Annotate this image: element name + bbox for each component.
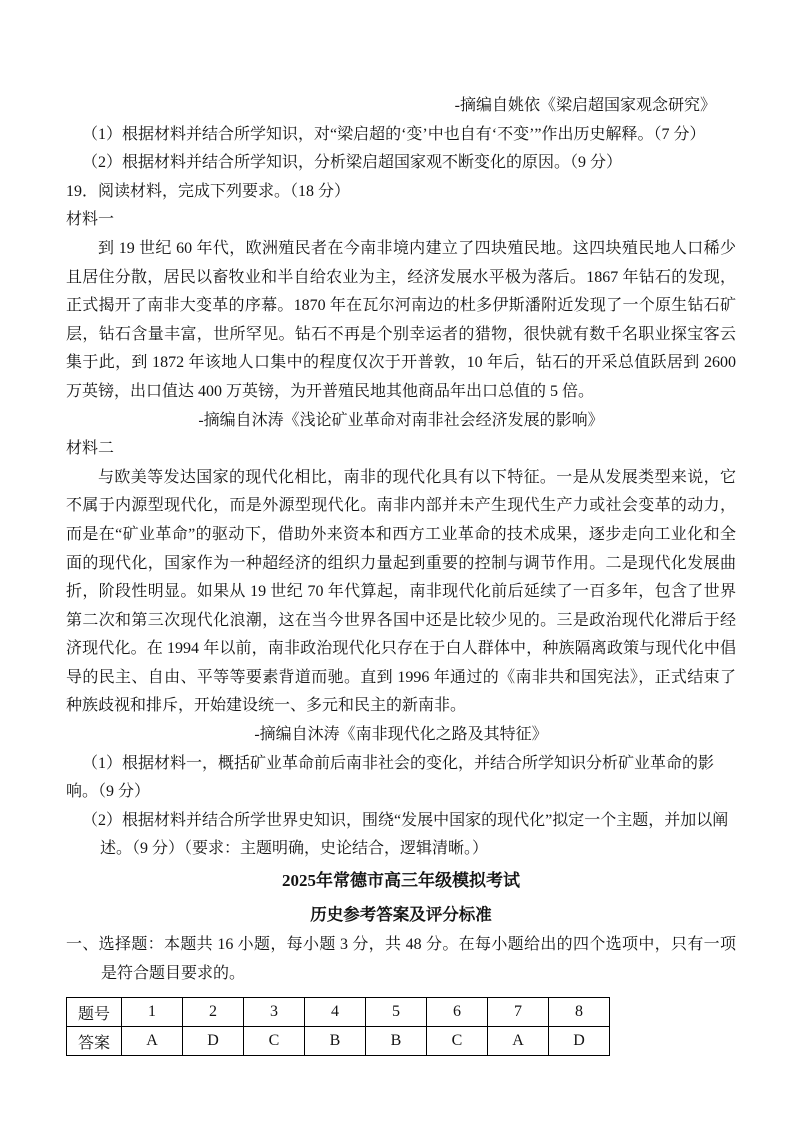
material-one-text: 到 19 世纪 60 年代，欧洲殖民者在今南非境内建立了四块殖民地。这四块殖民地人口稀少且居住分散，居民以畜牧业和半自给农业为主，经济发展水平极为落后。1867 年钻石的发现，正式揭开了南非大变革的序幕。1870 年在瓦尔河南边的杜多伊斯潘附近发现了一个原生钻石矿层，钻石含量丰富，世所罕见。钻石不再是个别幸运者的猎物，很快就有数千名职业探宝客云集于此，到 1872 年该地人口集中的程度仅次于开普敦，10 年后，钻石的开采总值跃居到 2600 万英镑，出口值达 400 万英镑，为开普殖民地其他商品年出口总值的 5 倍。 [66, 239, 736, 400]
attribution-liangqichao-source: -摘编自姚依《梁启超国家观念研究》 [454, 97, 716, 114]
question-18-part-2: （2）根据材料并结合所学知识，分析梁启超国家观不断变化的原因。（9 分） [82, 154, 623, 172]
question-number-label: 题号 [67, 998, 122, 1027]
answer-cell: B [305, 1027, 366, 1056]
question-number-cell: 7 [488, 998, 549, 1027]
multiple-choice-instructions: 一、选择题：本题共 16 小题，每小题 3 分，共 48 分。在每小题给出的四个选项中，只有一项是符合题目要求的。 [66, 936, 736, 982]
answer-cell: D [183, 1027, 244, 1056]
question-number-cell: 5 [366, 998, 427, 1027]
question-number-cell: 4 [305, 998, 366, 1027]
attribution-mining-revolution-source: -摘编自沐涛《浅论矿业革命对南非社会经济发展的影响》 [198, 411, 604, 429]
answer-label: 答案 [67, 1027, 122, 1056]
answer-cell: C [427, 1027, 488, 1056]
answer-cell: A [122, 1027, 183, 1056]
question-number-cell: 8 [549, 998, 610, 1027]
question-number-cell: 1 [122, 998, 183, 1027]
answer-key-title: 历史参考答案及评分标准 [310, 905, 492, 925]
question-number-cell: 3 [244, 998, 305, 1027]
question-number-cell: 2 [183, 998, 244, 1027]
material-one-label: 材料一 [66, 211, 115, 229]
material-two-text: 与欧美等发达国家的现代化相比，南非的现代化具有以下特征。一是从发展类型来说，它不属于内源型现代化，而是外源型现代化。南非内部并未产生现代生产力或社会变革的动力，而是在“矿业革命”的驱动下，借助外来资本和西方工业革命的技术成果，逐步走向工业化和全面的现代化，国家作为一种超经济的组织力量起到重要的控制与调节作用。二是现代化发展曲折，阶段性明显。如果从 19 世纪 70 年代算起，南非现代化前后延续了一百多年，包含了世界第二次和第三次现代化浪潮，这在当今世界各国中还是比较少见的。三是政治现代化滞后于经济现代化。在 1994 年以前，南非政治现代化只存在于白人群体中，种族隔离政策与现代化中倡导的民主、自由、平等等要素背道而驰。直到 1996 年通过的《南非共和国宪法》，正式结束了种族歧视和排斥，开始建设统一、多元和民主的新南非。 [66, 468, 736, 715]
question-19-header: 19．阅读材料，完成下列要求。（18 分） [66, 182, 351, 200]
answer-cell: C [244, 1027, 305, 1056]
question-19-part-2: （2）根据材料并结合所学世界史知识，围绕“发展中国家的现代化”拟定一个主题，并加以阐述。（9 分）（要求：主题明确，史论结合，逻辑清晰。） [82, 811, 729, 858]
answer-cell: A [488, 1027, 549, 1056]
question-number-row [67, 998, 610, 1027]
question-18-part-1: （1）根据材料并结合所学知识，对“梁启超的‘变’中也自有‘不变’”作出历史解释。（7 分） [82, 125, 706, 143]
attribution-modernization-source: -摘编自沐涛《南非现代化之路及其特征》 [254, 726, 548, 744]
answer-cell: B [366, 1027, 427, 1056]
exam-title: 2025年常德市高三年级模拟考试 [282, 871, 520, 891]
answer-row [67, 1027, 610, 1056]
material-two-label: 材料二 [66, 440, 115, 458]
question-19-part-1: （1）根据材料一，概括矿业革命前后南非社会的变化，并结合所学知识分析矿业革命的影响。（9 分） [66, 754, 715, 801]
answer-cell: D [549, 1027, 610, 1056]
answer-key-table [66, 997, 610, 1056]
question-number-cell: 6 [427, 998, 488, 1027]
